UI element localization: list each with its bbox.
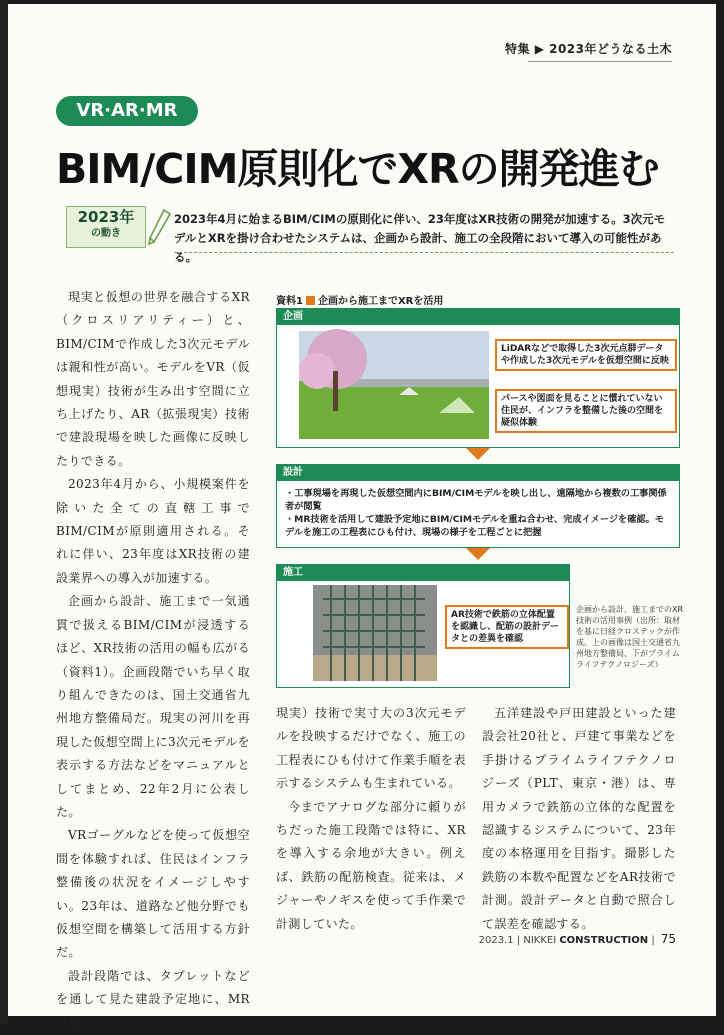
- down-arrow-icon: [466, 548, 490, 560]
- lead-dashed-rule: [174, 252, 674, 253]
- paragraph: 今までアナログな部分に頼りがちだった施工段階では特に、XRを導入する余地が大きい。例えば、鉄筋の配筋検査。従来は、メジャーやノギスを使って手作業で計測していた。: [276, 799, 466, 931]
- figure-caption: 企画から設計、施工までのXR技術の活用事例（出所：取材を基に日経クロステックが作成。上の画像は国土交通省九州地方整備局、下がプライムライフテクノロジーズ）: [576, 605, 684, 669]
- section-header: 特集 ▶ 2023年どうなる土木: [505, 42, 672, 56]
- stage-title: 施工: [277, 565, 569, 581]
- stage-title: 設計: [277, 465, 679, 481]
- planning-callout-2: パースや図面を見ることに慣れていない住民が、インフラを整備した後の空間を疑似体験: [495, 389, 677, 433]
- category-pill: VR·AR·MR: [56, 96, 198, 126]
- footer-magazine-a: NIKKEI: [523, 935, 557, 946]
- stage-design: [276, 464, 680, 548]
- stage-title: 企画: [277, 309, 679, 325]
- badge-year: 2023年: [77, 208, 135, 226]
- article-title: BIM/CIM原則化でXRの開発進む: [56, 145, 659, 193]
- footer-date: 2023.1: [478, 935, 514, 946]
- page-number: 75: [660, 932, 676, 946]
- paragraph: VRゴーグルなどを使って仮想空間を体験すれば、住民はインフラ整備後の状況をイメージしやすい。23年は、道路など他分野でも仮想空間を構築して活用する方針だ。: [56, 828, 250, 960]
- page-footer: 2023.1 | NIKKEI CONSTRUCTION | 75: [478, 932, 676, 946]
- down-arrow-icon: [466, 448, 490, 460]
- paragraph: 現実）技術で実寸大の3次元モデルを投映するだけでなく、施工の工程表にひも付けて作業手順を表示するシステムも生まれている。: [276, 706, 466, 791]
- paragraph: 設計段階では、タブレットなどを通して見た建設予定地に、MR（複合: [56, 968, 250, 1030]
- design-items: [277, 481, 679, 545]
- paragraph: 企画から設計、施工まで一気通貫で扱えるBIM/CIMが浸透するほど、XR技術の活用の幅も広がる（資料1）。企画段階でいち早く取り組んできたのは、国土交通省九州地方整備局だ。現実の河川を再現した仮想空間上に3次元モデルを表示する方法などをマニュアルとしてまとめ、22年2月に公表した。: [56, 594, 250, 819]
- stage-construction: [276, 564, 570, 688]
- footer-magazine-b: CONSTRUCTION: [559, 935, 649, 946]
- figure-label-prefix: 資料1: [276, 296, 303, 307]
- magazine-page: [8, 4, 716, 1030]
- orange-square-icon: [306, 296, 315, 305]
- rebar-photo: [313, 585, 437, 681]
- header-rule: [528, 61, 672, 62]
- paragraph: 2023年4月から、小規模案件を除いた全ての直轄工事でBIM/CIMが原則適用される。それに伴い、23年度はXR技術の建設業界への導入が加速する。: [56, 477, 250, 585]
- body-column-3: [482, 702, 676, 936]
- figure-label-text: 企画から施工までXRを活用: [317, 296, 444, 307]
- paragraph: 五洋建設や戸田建設といった建設会社20社と、戸建て事業などを手掛けるプライムライフテクノロジーズ（PLT、東京・港）は、専用カメラで鉄筋の立体的な配置を認識するシステムについて、23年度の本格運用を目指す。撮影した鉄筋の本数や配置などをAR技術で計測。設計データと自動で照合して誤差を確認する。: [482, 706, 676, 931]
- pencil-icon: [146, 208, 172, 246]
- scan-gutter: [0, 0, 8, 1024]
- lead-text: 2023年4月に始まるBIM/CIMの原則化に伴い、23年度はXR技術の開発が加速する。3次元モデルとXRを掛け合わせたシステムは、企画から設計、施工の全段階において導入の可能性がある。: [174, 212, 666, 264]
- planning-photo: [299, 331, 489, 439]
- planning-callout-1: LiDARなどで取得した3次元点群データや作成した3次元モデルを仮想空間に反映: [495, 339, 677, 371]
- design-item-2: ・MR技術を活用して建設予定地にBIM/CIMモデルを重ね合わせ、完成イメージを確認。モデルを施工の工程表にひも付け、現場の様子を工程ごとに把握: [285, 514, 664, 538]
- lead-box: [56, 202, 676, 264]
- body-column-2: [276, 702, 466, 936]
- figure-label: [276, 292, 443, 307]
- construction-callout: AR技術で鉄筋の立体配置を認識し、配筋の設計データとの差異を確認: [445, 605, 569, 649]
- paragraph: 現実と仮想の世界を融合するXR（クロスリアリティー）と、BIM/CIMで作成した3次元モデルは親和性が高い。モデルをVR（仮想現実）技術が生み出す空間に立ち上げたり、AR（拡張現実）技術で建設現場を映した画像に反映したりできる。: [56, 290, 250, 468]
- badge-sub: の動き: [91, 228, 121, 239]
- body-column-1: [56, 286, 250, 1035]
- design-item-1: ・工事現場を再現した仮想空間内にBIM/CIMモデルを映し出し、遠隔地から複数の工事関係者が閲覧: [285, 488, 667, 512]
- stage-planning: [276, 308, 680, 448]
- year-badge: [66, 206, 146, 248]
